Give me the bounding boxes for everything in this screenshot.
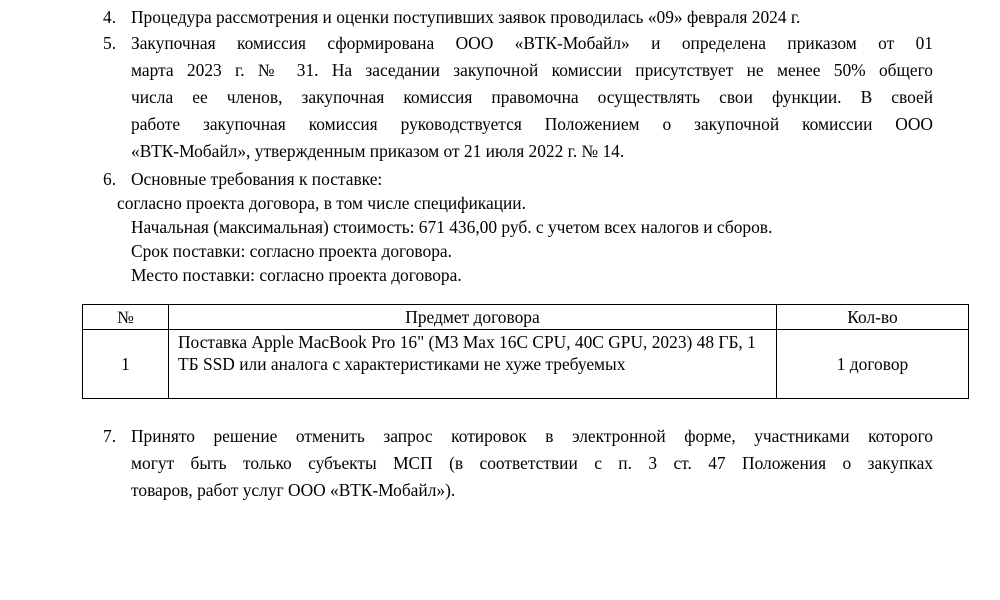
paragraph-line: числа ее членов, закупочная комиссия правомочна осуществлять свои функции. В своей [131,87,933,107]
paragraph-line: работе закупочная комиссия руководствуется Положением о закупочной комиссии ООО [131,114,933,134]
header-subject: Предмет договора [169,305,777,330]
list-item-text [131,4,933,31]
requirements-list [117,191,772,287]
table-row [83,330,969,399]
cell-number: 1 [83,330,169,399]
paragraph-line: Принято решение отменить запрос котировок в электронной форме, участниками которого [131,426,933,446]
list-item-number: 5. [103,33,117,53]
paragraph-line: Закупочная комиссия сформирована ООО «ВТК-Мобайл» и определена приказом от 01 [131,33,933,53]
cell-subject [169,330,777,399]
requirement-line: Место поставки: согласно проекта договора. [131,265,462,285]
paragraph-line: товаров, работ услуг ООО «ВТК-Мобайл»). [131,480,456,500]
paragraph-line: Процедура рассмотрения и оценки поступивших заявок проводилась «09» февраля 2024 г. [131,7,801,27]
requirement-line: согласно проекта договора, в том числе спецификации. [117,193,526,213]
specification-table [82,304,969,399]
list-item-number: 4. [103,7,117,27]
list-item-text [131,423,933,504]
list-item-number: 7. [103,426,117,446]
list-item-number: 6. [103,169,117,189]
paragraph-line: марта 2023 г. № 31. На заседании закупочной комиссии присутствует не менее 50% общего [131,60,933,80]
requirements-heading: Основные требования к поставке: [131,169,383,189]
cell-quantity: 1 договор [777,330,969,399]
requirement-line: Срок поставки: согласно проекта договора. [131,241,452,261]
header-quantity: Кол-во [777,305,969,330]
paragraph-line: могут быть только субъекты МСП (в соответствии с п. 3 ст. 47 Положения о закупках [131,453,933,473]
list-item-text [131,167,933,191]
table-header-row [83,305,969,330]
paragraph-line: «ВТК-Мобайл», утвержденным приказом от 21 июля 2022 г. № 14. [131,141,625,161]
requirement-line: Начальная (максимальная) стоимость: 671 436,00 руб. с учетом всех налогов и сборов. [131,217,773,237]
header-number: № [83,305,169,330]
subject-text: Поставка Apple MacBook Pro 16" (M3 Max 16C CPU, 40C GPU, 2023) 48 ГБ, 1 ТБ SSD или аналога с характеристиками не хуже требуемых [178,332,756,374]
list-item-text [131,30,933,165]
